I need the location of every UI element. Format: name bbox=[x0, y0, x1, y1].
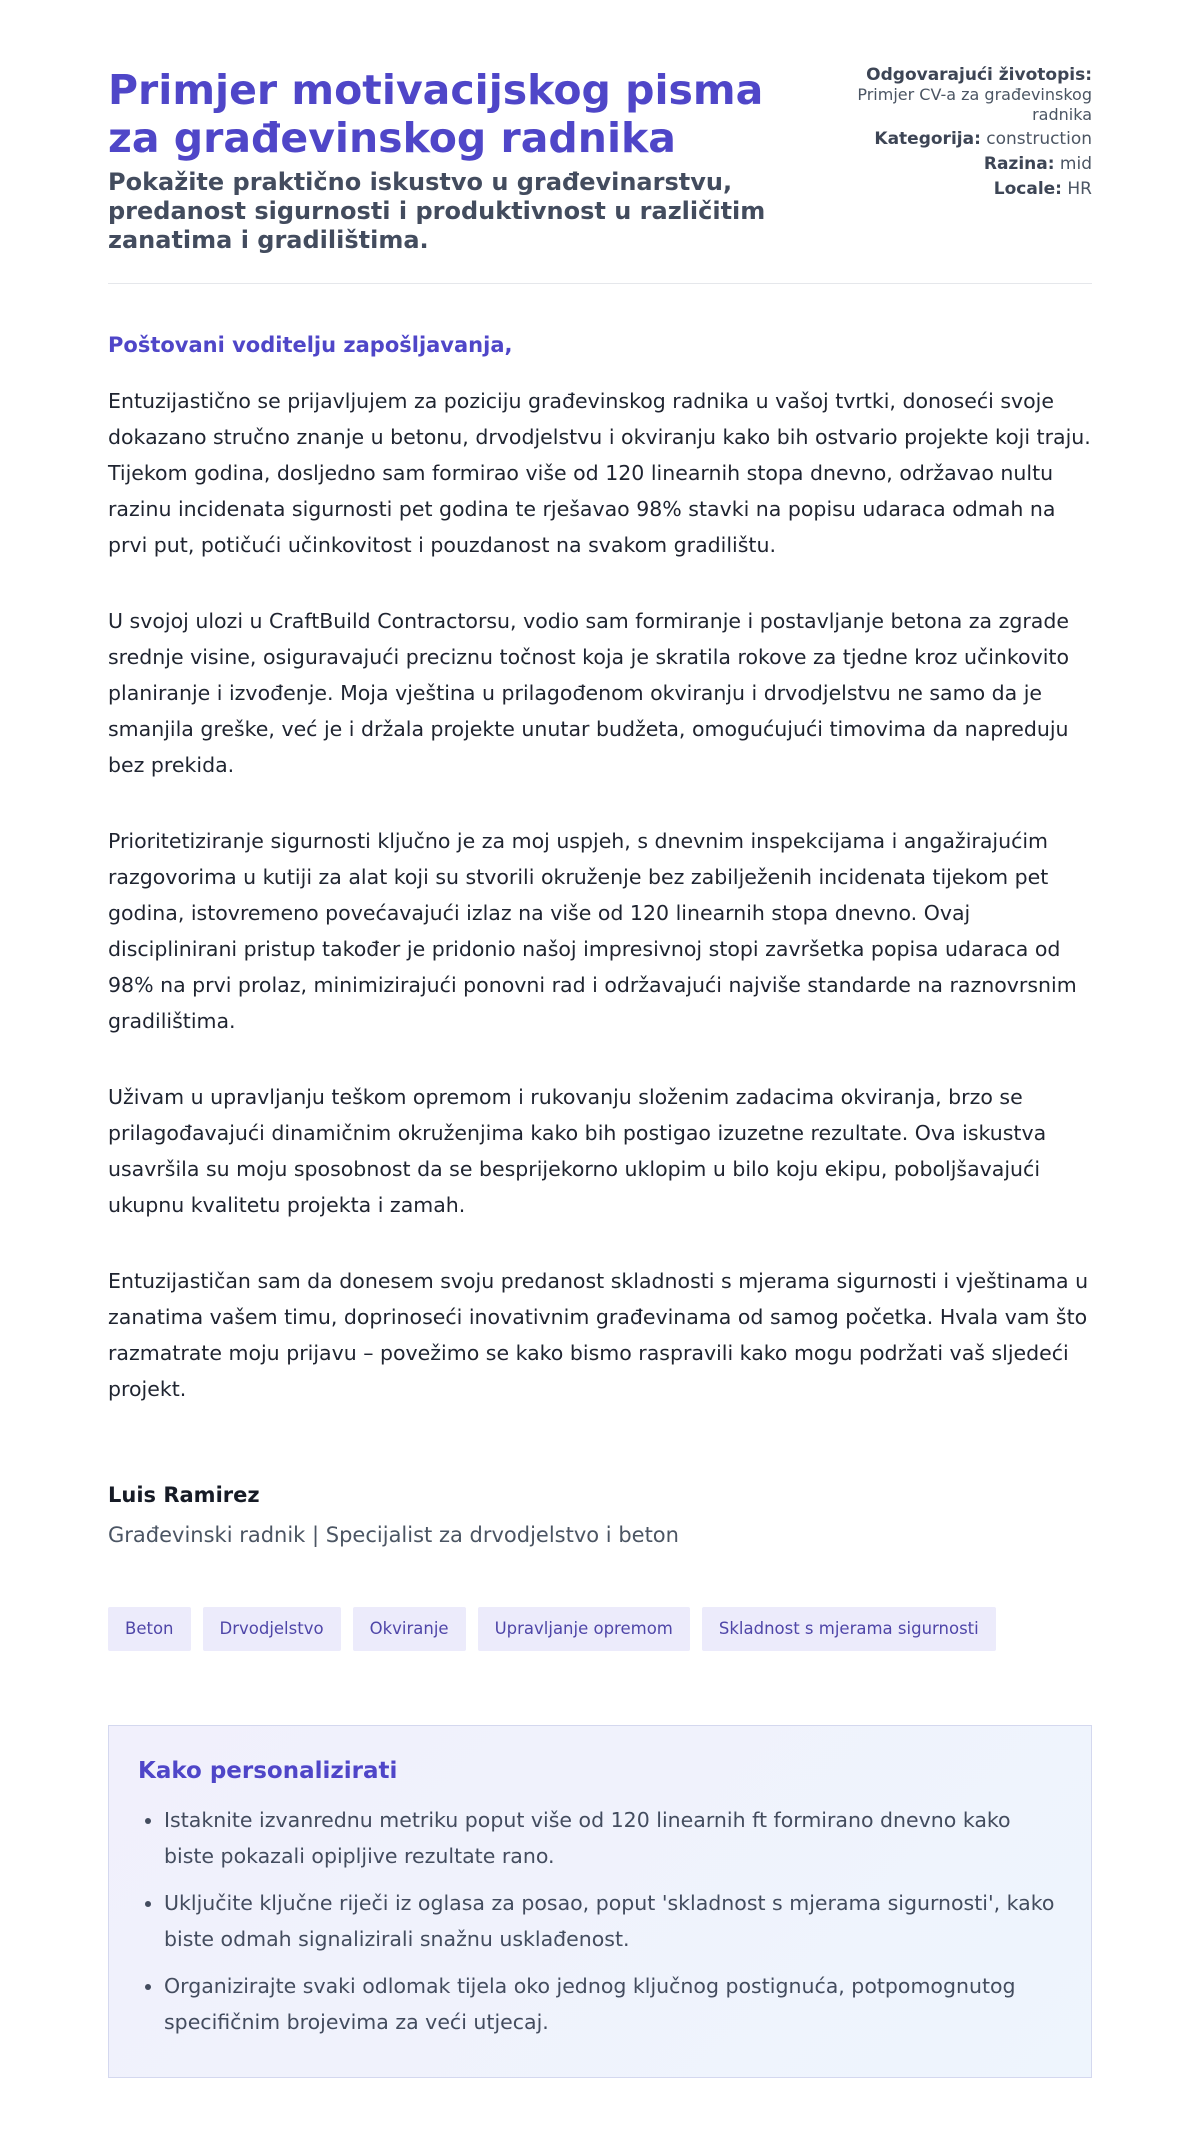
signature-name: Luis Ramirez bbox=[108, 1483, 260, 1507]
skill-tag[interactable]: Skladnost s mjerama sigurnosti bbox=[702, 1607, 996, 1651]
meta-level-label: Razina: bbox=[983, 154, 1055, 174]
letter-paragraph: Uživam u upravljanju teškom opremom i rukovanju složenim zadacima okviranja, brzo se prilagođavajući dinamičnim okruženjima kako bih postigao izuzetne rezultate. Ova iskustva usavršila su moju sposobnost da se besprijekorno uklopim u bilo koju ekipu, poboljšavajući ukupnu kvalitetu projekta i zamah. bbox=[108, 1085, 1047, 1217]
signature-role: Građevinski radnik | Specijalist za drvodjelstvo i beton bbox=[108, 1523, 679, 1547]
letter-paragraph: Prioritetiziranje sigurnosti ključno je za moj uspjeh, s dnevnim inspekcijama i angažirajućim razgovorima u kutiji za alat koji su stvorili okruženje bez zabilježenih incidenata tijekom pet godina, istovremeno povećavajući izlaz na više od 120 linearnih stopa dnevno. Ovaj disciplinirani pristup također je pridonio našoj impresivnoj stopi završetka popisa udaraca od 98% na prvi prolaz, minimizirajući ponovni rad i održavajući najviše standarde na raznovrsnim gradilištima. bbox=[108, 829, 1077, 1033]
letter-paragraphs bbox=[108, 383, 1092, 1407]
meta-category-value: construction bbox=[986, 129, 1092, 149]
skill-tags bbox=[108, 1607, 1092, 1651]
page-header bbox=[108, 0, 1092, 284]
meta-locale-label: Locale: bbox=[993, 179, 1062, 199]
skill-tag[interactable]: Upravljanje opremom bbox=[478, 1607, 690, 1651]
signature-block bbox=[108, 1481, 1092, 1549]
meta-locale-value: HR bbox=[1067, 179, 1092, 199]
skill-tag[interactable]: Drvodjelstvo bbox=[203, 1607, 341, 1651]
tips-list bbox=[138, 1802, 1062, 2040]
meta-category bbox=[832, 129, 1092, 150]
page-subtitle: Pokažite praktično iskustvo u građevinarstvu, predanost sigurnosti i produktivnost u različitim zanatima i gradilištima. bbox=[108, 168, 766, 254]
personalization-tips bbox=[108, 1725, 1092, 2078]
letter-greeting: Poštovani voditelju zapošljavanja, bbox=[108, 333, 513, 357]
tip-item: • Organizirajte svaki odlomak tijela oko jednog ključnog postignuća, potpomognutog specifičnim brojevima za veći utjecaj. bbox=[164, 1968, 1062, 2040]
letter-body bbox=[108, 331, 1092, 1549]
page-title: Primjer motivacijskog pisma za građevinskog radnika bbox=[108, 66, 764, 162]
tip-item: • Istaknite izvanrednu metriku poput više od 120 linearnih ft formirano dnevno kako biste pokazali opipljive rezultate rano. bbox=[164, 1802, 1062, 1874]
skill-tag[interactable]: Beton bbox=[108, 1607, 191, 1651]
meta-cv-link[interactable]: Primjer CV-a za građevinskog radnika bbox=[857, 85, 1092, 124]
meta-locale bbox=[832, 179, 1092, 200]
meta-category-label: Kategorija: bbox=[874, 129, 981, 149]
letter-paragraph: Entuzijastično se prijavljujem za poziciju građevinskog radnika u vašoj tvrtki, donoseći svoje dokazano stručno znanje u betonu, drvodjelstvu i okviranju kako bih ostvario projekte koji traju. Tijekom godina, dosljedno sam formirao više od 120 linearnih stopa dnevno, održavao nultu razinu incidenata sigurnosti pet godina te rješavao 98% stavki na popisu udaraca odmah na prvi put, potičući učinkovitost i pouzdanost na svakom gradilištu. bbox=[108, 389, 1091, 557]
meta-level bbox=[832, 154, 1092, 175]
meta-panel bbox=[832, 66, 1092, 204]
letter-paragraph: U svojoj ulozi u CraftBuild Contractorsu, vodio sam formiranje i postavljanje betona za zgrade srednje visine, osiguravajući preciznu točnost koja je skratila rokove za tjedne kroz učinkovito planiranje i izvođenje. Moja vještina u prilagođenom okviranju i drvodjelstvu ne samo da je smanjila greške, već je i držala projekte unutar budžeta, omogućujući timovima da napreduju bez prekida. bbox=[108, 609, 1069, 777]
tip-item: • Uključite ključne riječi iz oglasa za posao, poput 'skladnost s mjerama sigurnosti', kako biste odmah signalizirali snažnu usklađenost. bbox=[164, 1885, 1062, 1957]
tips-title: Kako personalizirati bbox=[138, 1758, 398, 1784]
meta-cv-label: Odgovarajući životopis: bbox=[866, 65, 1092, 85]
meta-matching-cv bbox=[832, 66, 1092, 125]
letter-paragraph: Entuzijastičan sam da donesem svoju predanost skladnosti s mjerama sigurnosti i vještinama u zanatima vašem timu, doprinoseći inovativnim građevinama od samog početka. Hvala vam što razmatrate moju prijavu – povežimo se kako bismo raspravili kako mogu podržati vaš sljedeći projekt. bbox=[108, 1269, 1089, 1401]
skill-tag[interactable]: Okviranje bbox=[353, 1607, 466, 1651]
meta-level-value: mid bbox=[1059, 154, 1092, 174]
